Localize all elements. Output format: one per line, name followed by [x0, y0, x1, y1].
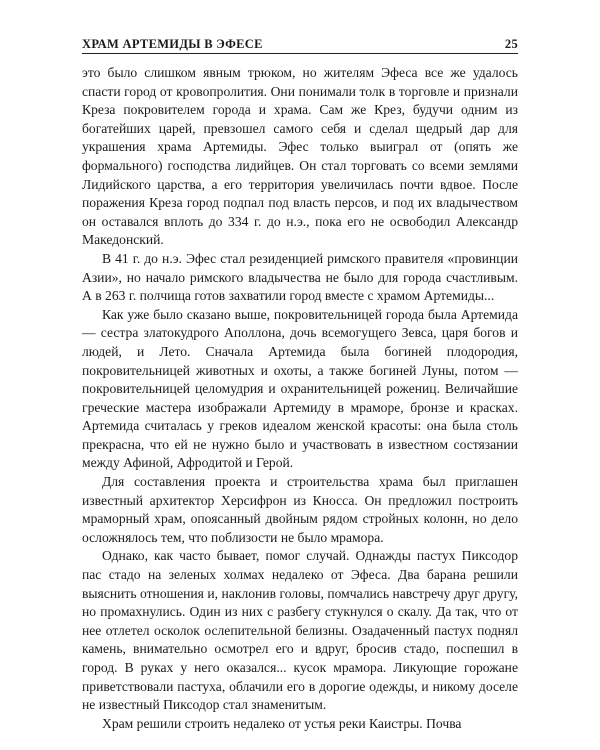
paragraph-1: это было слишком явным трюком, но жителям Эфеса все же удалось спасти город от кровопролития. Они понимали толк в торговле и признали Креза покровителем города и храма. Сам же Крез, будучи одним из богатейших царей, превзошел самого себя и сделал щедрый дар для украшения храма Артемиды. Эфес только выиграл от (опять же формального) господства лидийцев. Он стал торговать со всеми землями Лидийского царства, а его территория увеличилась почти вдвое. После поражения Креза город подпал под власть персов, и под их владычеством он оставался вплоть до 334 г. до н.э., пока его не освободил Александр Македонский.: [82, 65, 518, 248]
header-rule: [82, 53, 518, 54]
paragraph-3: Как уже было сказано выше, покровительницей города была Артемида — сестра златокудрого Аполлона, дочь всемогущего Зевса, царя богов и людей, и Лето. Сначала Артемида была богиней плодородия, покровительницей животных и охоты, а также богиней Луны, потом — покровительницей целомудрия и охранительницей рожениц. Величайшие греческие мастера изображали Артемиду в мраморе, бронзе и красках. Артемида считалась у греков идеалом женской красоты: она была столь прекрасна, что ей не нужно было и участвовать в известном состязании между Афиной, Афродитой и Герой.: [82, 306, 518, 471]
page-number: 25: [504, 37, 518, 51]
running-title: ХРАМ АРТЕМИДЫ В ЭФЕСЕ: [82, 37, 263, 51]
running-head: [82, 30, 518, 52]
body-text: [82, 64, 518, 733]
paragraph-5: Однако, как часто бывает, помог случай. Однажды пастух Пиксодор пас стадо на зеленых холмах недалеко от Эфеса. Два барана решили выяснить отношения и, наклонив головы, помчались навстречу друг другу, но промахнулись. Один из них с разбегу стукнулся о скалу. Да так, что от нее отлетел осколок ослепительной белизны. Озадаченный пастух поднял камень, внимательно осмотрел его и вдруг, бросив стадо, поспешил в город. В руках у него оказался... кусок мрамора. Ликующие горожане приветствовали пастуха, облачили его в дорогие одежды, и никому доселе не известный Пиксодор стал знаменитым.: [82, 548, 518, 713]
paragraph-2: В 41 г. до н.э. Эфес стал резиденцией римского правителя «провинции Азии», но начало римского владычества не было для города счастливым. А в 263 г. полчища готов захватили город вместе с храмом Артемиды...: [82, 250, 518, 304]
paragraph-4: Для составления проекта и строительства храма был приглашен известный архитектор Херсифрон из Кносса. Он предложил построить мраморный храм, опоясанный двойным рядом стройных колонн, но дело осложнялось тем, что поблизости не было мрамора.: [82, 474, 518, 545]
paragraph-6: Храм решили строить недалеко от устья реки Каистры. Почва: [102, 715, 462, 731]
